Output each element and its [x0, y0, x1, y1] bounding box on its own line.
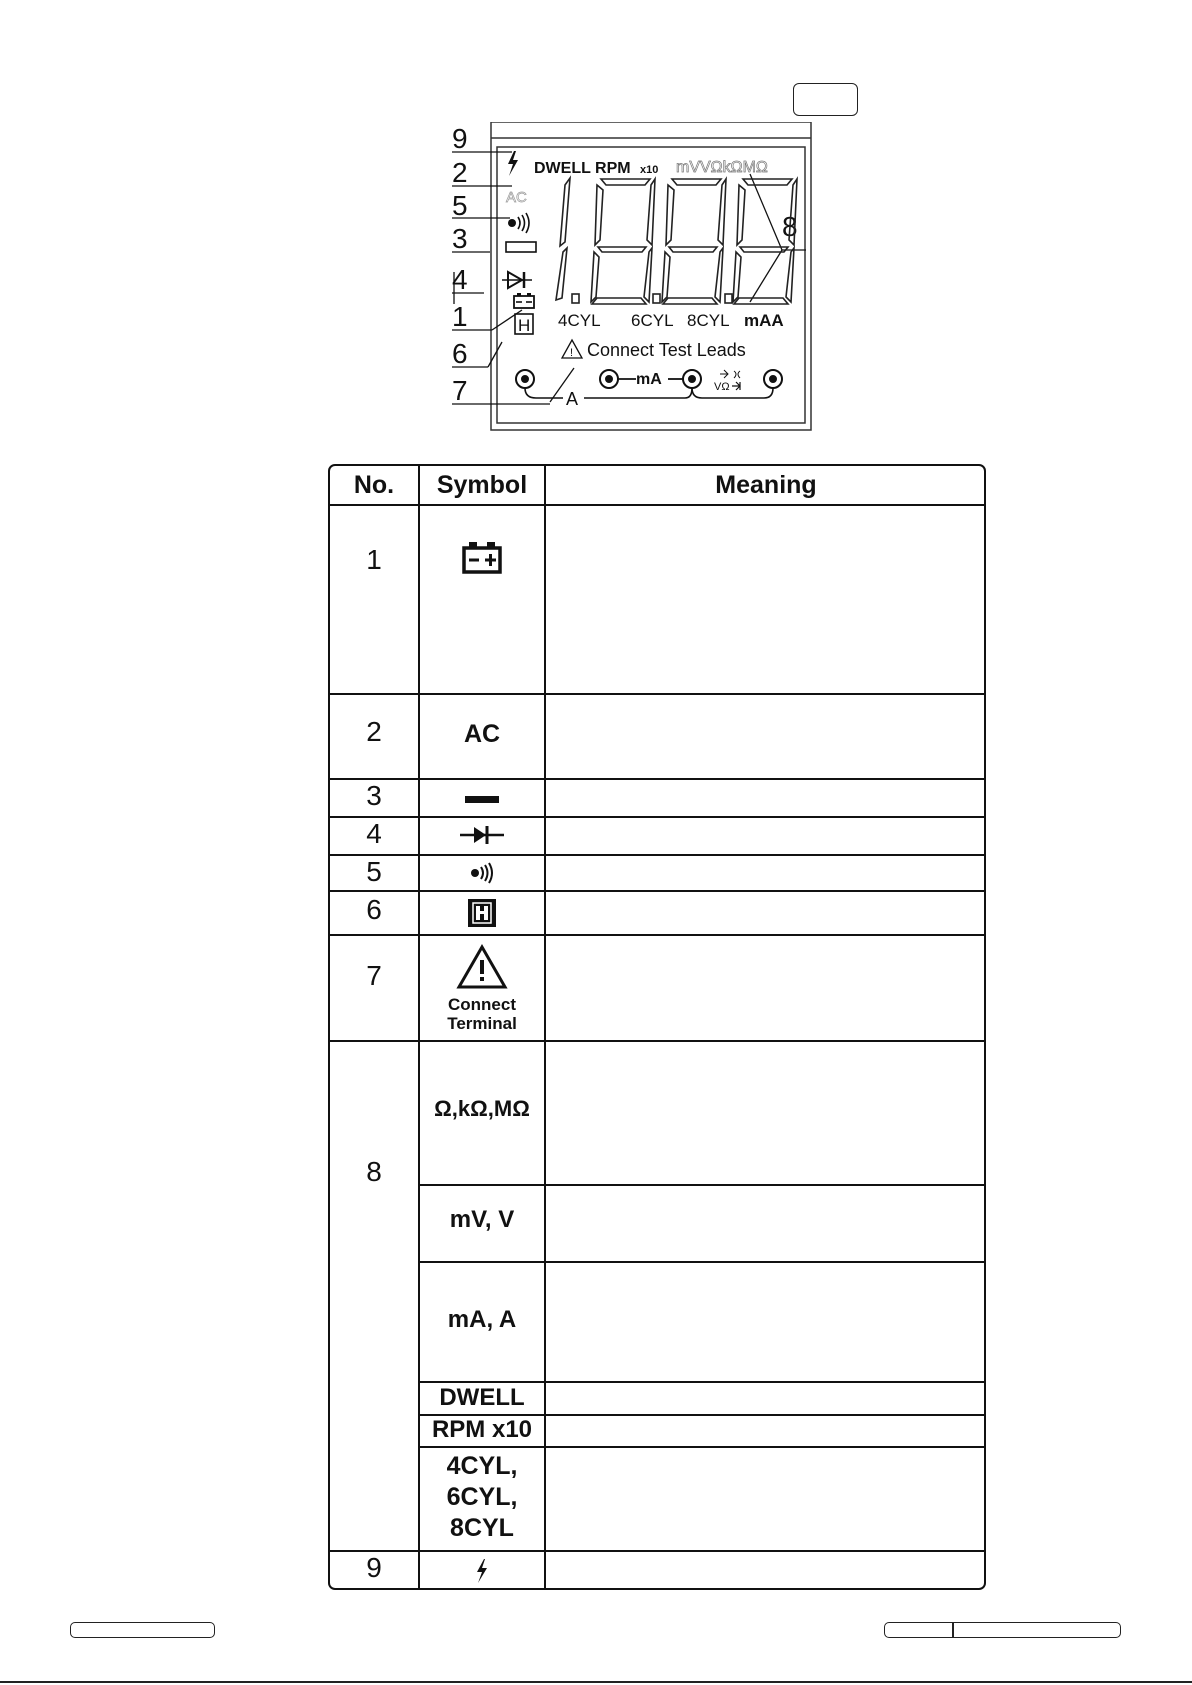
symbol-meaning-table — [328, 464, 986, 1590]
svg-text:!: ! — [570, 347, 574, 359]
lcd-units: mVVΩkΩMΩ — [676, 159, 768, 176]
header-no: No. — [353, 471, 395, 499]
bottom-rule — [0, 1681, 1192, 1683]
row-7-symbol-line1: Connect — [448, 995, 516, 1014]
callout-4: 4 — [452, 264, 468, 295]
warning-triangle-icon — [420, 944, 544, 995]
lcd-x10: x10 — [640, 164, 659, 176]
svg-text:H: H — [518, 316, 531, 335]
footer-left-box — [70, 1622, 215, 1638]
lcd-4cyl: 4CYL — [558, 311, 601, 330]
row-8-no: 8 — [366, 1156, 382, 1187]
hold-icon — [515, 314, 533, 335]
row-8d-symbol: DWELL — [439, 1384, 525, 1411]
header-meaning: Meaning — [715, 471, 817, 499]
terminal-a-label: A — [566, 389, 579, 409]
header-symbol: Symbol — [436, 471, 528, 499]
row-5-no: 5 — [366, 856, 382, 887]
row-8f-symbol-line3: 8CYL — [450, 1514, 514, 1542]
warning-triangle-icon — [562, 340, 582, 359]
row-6-no: 6 — [366, 894, 382, 925]
lcd-8cyl: 8CYL — [687, 311, 730, 330]
row-7-no: 7 — [366, 960, 382, 991]
lcd-connect-leads: Connect Test Leads — [587, 340, 746, 360]
battery-icon — [514, 293, 534, 308]
terminal-v-ohm — [764, 370, 782, 388]
terminal-com — [683, 370, 701, 388]
terminal-a — [516, 370, 534, 388]
lcd-display-diagram — [450, 122, 814, 432]
lcd-dwell-rpm: DWELL RPM — [534, 160, 631, 177]
row-7-symbol — [420, 944, 544, 1033]
callout-1: 1 — [452, 301, 468, 332]
lightning-icon — [420, 1558, 544, 1589]
lcd-6cyl: 6CYL — [631, 311, 674, 330]
diode-icon — [420, 824, 544, 851]
row-7-symbol-line2: Terminal — [447, 1014, 517, 1033]
callout-9: 9 — [452, 123, 468, 154]
minus-bar-icon — [506, 242, 536, 252]
row-8c-symbol: mA, A — [447, 1306, 517, 1333]
row-8f-symbol-line2: 6CYL, — [446, 1483, 518, 1511]
terminal-v-label: VΩ — [714, 381, 730, 393]
callout-5: 5 — [452, 190, 468, 221]
footer-right-box — [884, 1622, 1121, 1638]
lcd-ac: AC — [506, 189, 527, 206]
terminal-ma-label: mA — [636, 371, 662, 388]
row-8a-symbol: Ω,kΩ,MΩ — [434, 1096, 530, 1121]
row-8e-symbol: RPM x10 — [431, 1416, 533, 1443]
row-8b-symbol: mV, V — [449, 1206, 515, 1233]
continuity-icon — [420, 860, 544, 891]
callout-6: 6 — [452, 338, 468, 369]
terminal-ma — [600, 370, 618, 388]
callout-7: 7 — [452, 375, 468, 406]
row-1-no: 1 — [366, 544, 382, 575]
minus-bar-icon — [420, 792, 544, 810]
row-9-no: 9 — [366, 1552, 382, 1583]
row-4-no: 4 — [366, 818, 382, 849]
page-number-box — [793, 83, 858, 116]
lcd-maa: mAA — [744, 311, 784, 330]
lightning-icon — [508, 151, 518, 176]
row-2-symbol: AC — [463, 720, 501, 748]
row-3-no: 3 — [366, 780, 382, 811]
callout-3: 3 — [452, 223, 468, 254]
battery-icon — [420, 540, 544, 581]
diode-icon — [502, 272, 532, 288]
callout-8: 8 — [782, 211, 798, 242]
hold-icon — [420, 898, 544, 933]
callout-2: 2 — [452, 157, 468, 188]
row-8f-symbol — [420, 1451, 544, 1544]
row-2-no: 2 — [366, 716, 382, 747]
continuity-icon — [508, 213, 529, 233]
row-8f-symbol-line1: 4CYL, — [446, 1452, 518, 1480]
